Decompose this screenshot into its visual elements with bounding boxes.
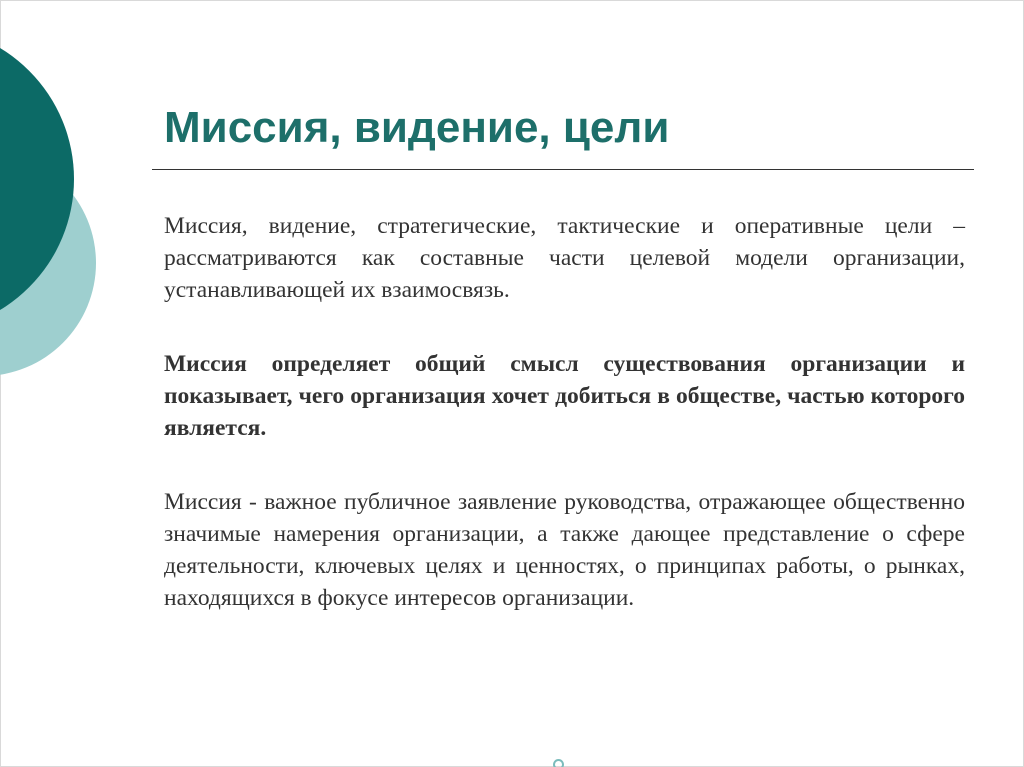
slide-title: Миссия, видение, цели xyxy=(164,103,670,152)
slide-body xyxy=(164,210,965,656)
paragraph-intro: Миссия, видение, стратегические, тактические и оперативные цели – рассматриваются как составные части целевой модели организации, устанавливающей их взаимосвязь. xyxy=(164,213,965,303)
decorative-dot xyxy=(553,759,564,767)
title-divider xyxy=(152,169,974,170)
paragraph-mission-definition: Миссия определяет общий смысл существования организации и показывает, чего организация хочет добиться в обществе, частью которого является. xyxy=(164,351,965,441)
paragraph-mission-statement: Миссия - важное публичное заявление руководства, отражающее общественно значимые намерения организации, а также дающее представление о сфере деятельности, ключевых целях и ценностях, о принципах работы, о рынках, находящихся в фокусе интересов организации. xyxy=(164,489,965,611)
